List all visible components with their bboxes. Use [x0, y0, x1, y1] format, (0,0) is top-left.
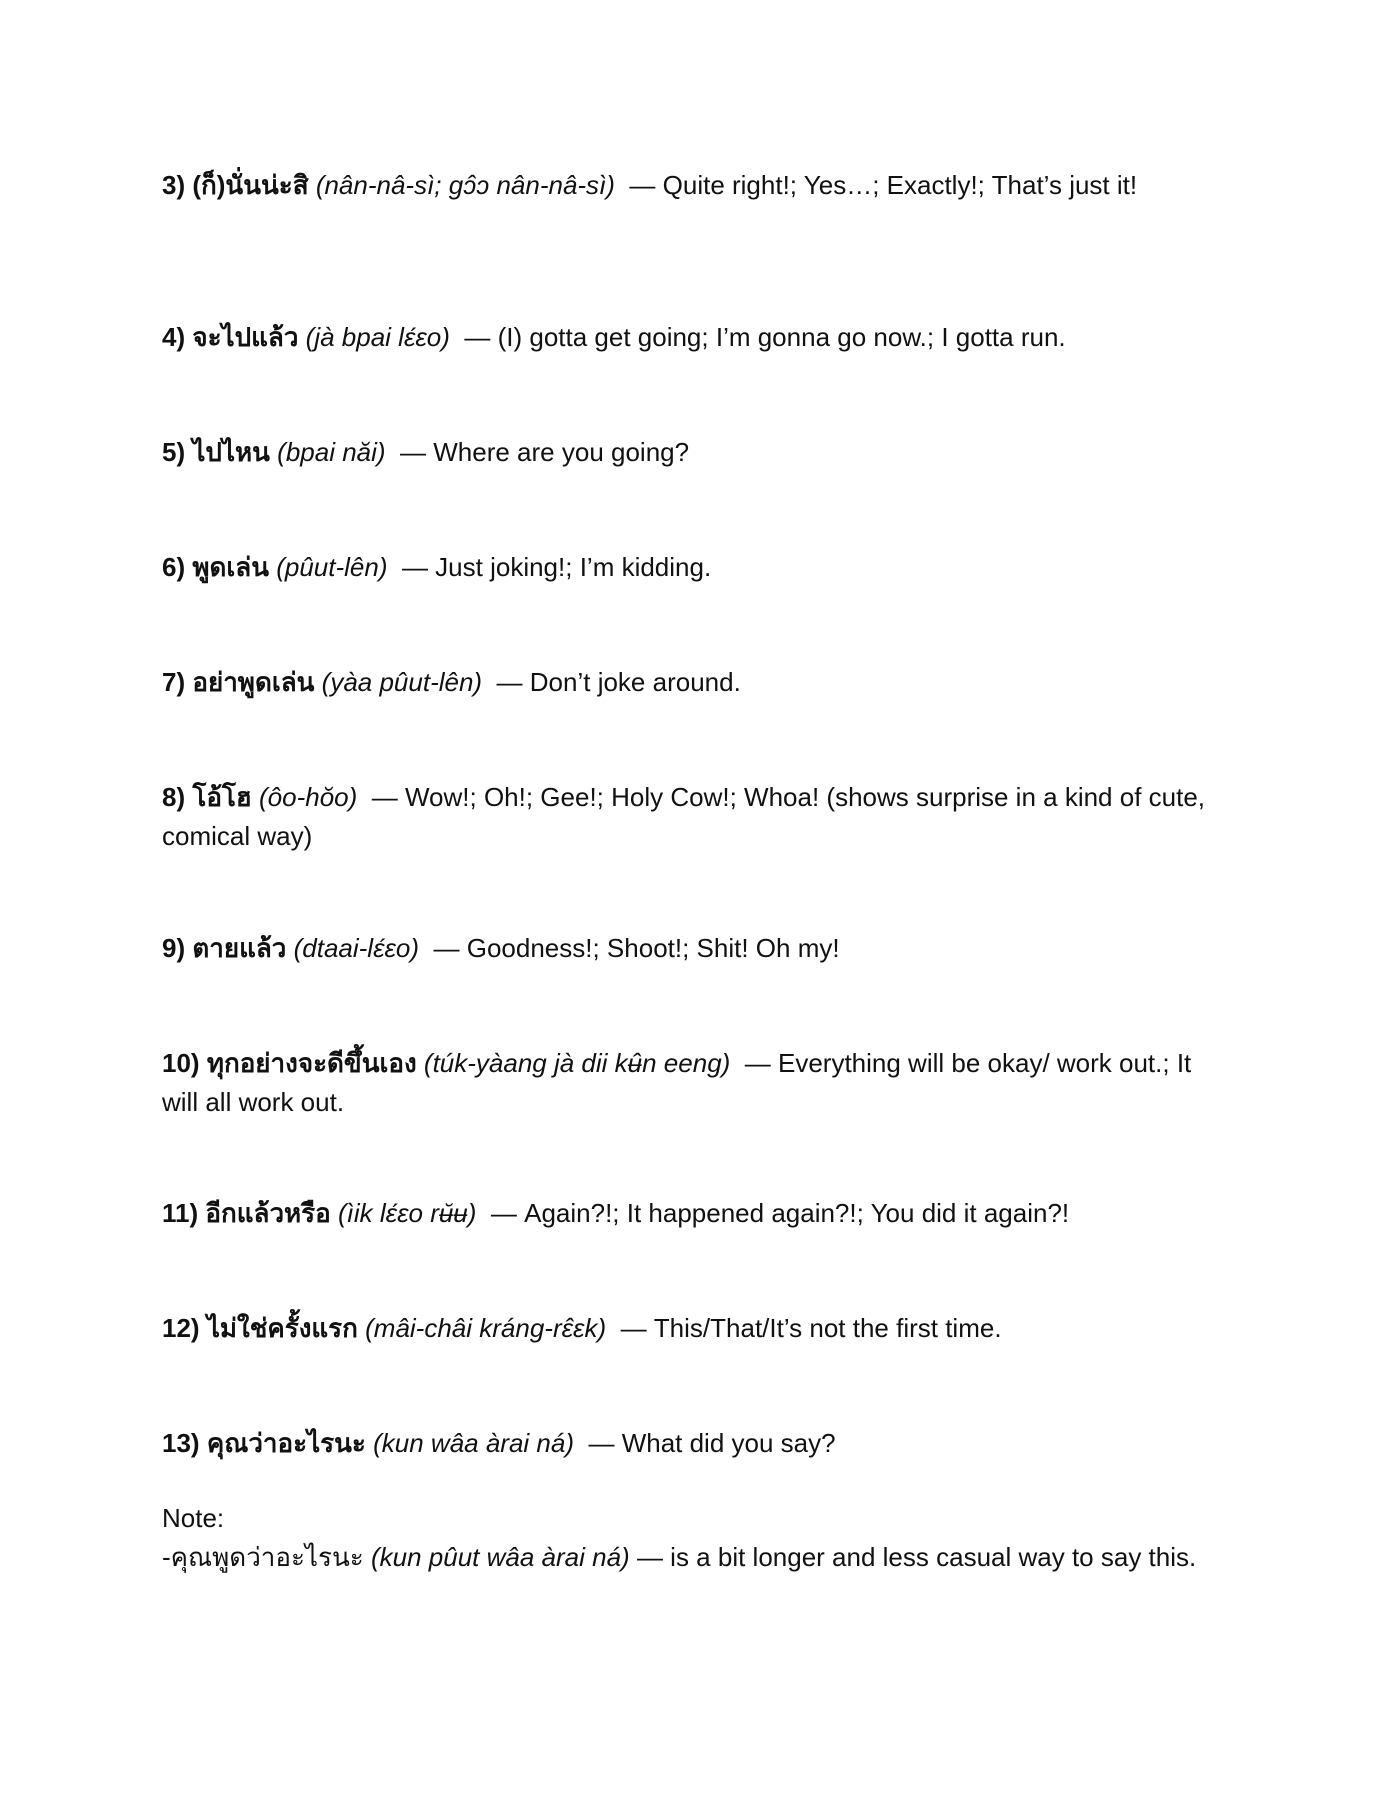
entry-number: 7) — [162, 667, 186, 697]
transliteration: (ôo-hŏo) — [259, 782, 358, 812]
phrase-entry — [162, 1424, 1227, 1463]
phrase-entry — [162, 1044, 1227, 1122]
thai-phrase: จะไปแล้ว — [192, 322, 299, 352]
thai-phrase: ไม่ใช่ครั้งแรก — [206, 1313, 358, 1343]
thai-phrase: พูดเล่น — [192, 552, 269, 582]
meaning: — Everything will be okay/ work out.; It will all work out. — [162, 1048, 1192, 1117]
note-text: — is a bit longer and less casual way to say this. — [636, 1542, 1197, 1572]
note-transliteration: (kun pûut wâa àrai ná) — [371, 1542, 630, 1572]
meaning: — Don’t joke around. — [496, 667, 741, 697]
phrase-entry — [162, 663, 1227, 702]
entry-number: 3) — [162, 170, 186, 200]
meaning: — Where are you going? — [400, 437, 690, 467]
transliteration: (mâi-châi kráng-rɛ̂ɛk) — [365, 1313, 607, 1343]
entry-number: 5) — [162, 437, 186, 467]
entry-number: 10) — [162, 1048, 200, 1078]
meaning: — This/That/It’s not the first time. — [620, 1313, 1002, 1343]
phrase-entry — [162, 778, 1227, 856]
note-body — [162, 1538, 1227, 1577]
transliteration: (pûut-lên) — [276, 552, 388, 582]
phrase-entry — [162, 166, 1227, 205]
thai-phrase: อย่าพูดเล่น — [192, 667, 315, 697]
entry-number: 4) — [162, 322, 186, 352]
phrase-entry — [162, 1194, 1227, 1233]
meaning: — Just joking!; I’m kidding. — [401, 552, 712, 582]
transliteration: (nân-nâ-sì; gɔ̂ɔ nân-nâ-sì) — [315, 170, 615, 200]
meaning: — Quite right!; Yes…; Exactly!; That’s just it! — [629, 170, 1138, 200]
note — [162, 1499, 1227, 1577]
transliteration: (kun wâa àrai ná) — [373, 1428, 575, 1458]
transliteration: (dtaai-lɛ́ɛo) — [293, 933, 420, 963]
meaning: — (I) gotta get going; I’m gonna go now.; I gotta run. — [464, 322, 1066, 352]
transliteration: (túk-yàang jà dii kʉ̂n eeng) — [423, 1048, 731, 1078]
thai-phrase: (ก็)นั่นน่ะสิ — [192, 170, 309, 200]
transliteration: (ìik lɛ́ɛo rʉ̆ʉ) — [338, 1198, 477, 1228]
meaning: — Wow!; Oh!; Gee!; Holy Cow!; Whoa! (shows surprise in a kind of cute, comical way) — [162, 782, 1206, 851]
entry-number: 13) — [162, 1428, 200, 1458]
phrase-entry — [162, 548, 1227, 587]
entry-number: 12) — [162, 1313, 200, 1343]
thai-phrase: คุณว่าอะไรนะ — [206, 1428, 366, 1458]
thai-phrase: โอ้โฮ — [192, 782, 252, 812]
phrase-entry — [162, 433, 1227, 472]
transliteration: (bpai năi) — [277, 437, 386, 467]
meaning: — What did you say? — [588, 1428, 836, 1458]
thai-phrase: ไปไหน — [192, 437, 270, 467]
meaning: — Goodness!; Shoot!; Shit! Oh my! — [433, 933, 840, 963]
thai-phrase: ทุกอย่างจะดีขึ้นเอง — [206, 1048, 417, 1078]
phrase-entry — [162, 1309, 1227, 1348]
entry-number: 6) — [162, 552, 186, 582]
phrase-entry — [162, 929, 1227, 968]
entry-number: 11) — [162, 1198, 199, 1228]
thai-phrase: อีกแล้วหรือ — [205, 1198, 331, 1228]
thai-phrase: ตายแล้ว — [192, 933, 287, 963]
transliteration: (jà bpai lɛ́ɛo) — [305, 322, 450, 352]
meaning: — Again?!; It happened again?!; You did it again?! — [490, 1198, 1070, 1228]
transliteration: (yàa pûut-lên) — [321, 667, 483, 697]
entry-number: 9) — [162, 933, 186, 963]
note-label: Note: — [162, 1503, 225, 1533]
note-thai: -คุณพูดว่าอะไรนะ — [162, 1542, 364, 1572]
entry-number: 8) — [162, 782, 186, 812]
phrase-entry — [162, 318, 1227, 357]
